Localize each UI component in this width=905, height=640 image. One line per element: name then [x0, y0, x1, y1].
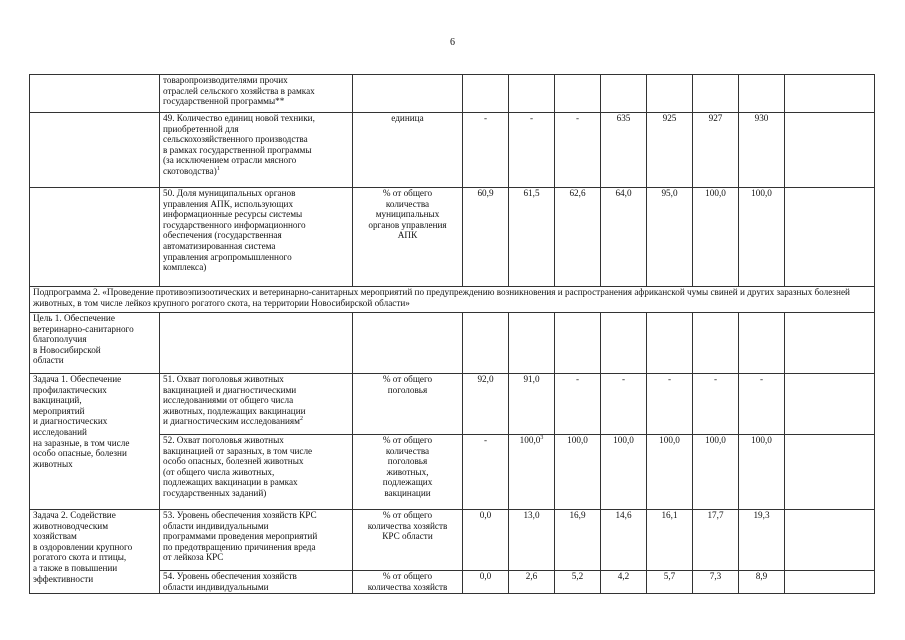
- value-cell: 5,2: [555, 571, 601, 594]
- task-cell: Задача 1. Обеспечение профилактических вакцинаций, мероприятий и диагностических исследований на заразные, в том числе особо опасные, болезни животных: [30, 374, 160, 510]
- value-cell: 930: [739, 113, 785, 188]
- value-cell: -: [601, 374, 647, 435]
- value-cell: [785, 510, 875, 571]
- value-cell: -: [463, 113, 509, 188]
- value-cell: [785, 113, 875, 188]
- indicator-cell: товаропроизводителями прочих отраслей сельского хозяйства в рамках государственной программы**: [160, 75, 353, 113]
- value-cell: -: [555, 374, 601, 435]
- value-cell: [785, 374, 875, 435]
- value-cell: [785, 435, 875, 510]
- value-cell: -: [555, 113, 601, 188]
- indicator-cell: 49. Количество единиц новой техники, приобретенной для сельскохозяйственного производства в рамках государственной программы (за исключением отрасли мясного скотоводства)$^1$: [160, 113, 353, 188]
- unit-cell: % от общего количества хозяйств КРС области: [353, 510, 463, 571]
- indicator-cell: 52. Охват поголовья животных вакцинацией от заразных, в том числе особо опасных, болезней животных (от общего числа животных, подлежащих вакцинации в рамках государственных заданий): [160, 435, 353, 510]
- value-cell: 91,0: [509, 374, 555, 435]
- value-cell: 925: [647, 113, 693, 188]
- value-cell: 2,6: [509, 571, 555, 594]
- indicator-cell: 50. Доля муниципальных органов управления АПК, использующих информационные ресурсы системы государственного информационного обеспечения (государственная автоматизированная система управления агропромышленного комплекса): [160, 188, 353, 287]
- task-cell: Задача 2. Содействие животноводческим хозяйствам в оздоровлении крупного рогатого скота и птицы, а также в повышении эффективности: [30, 510, 160, 594]
- goal-cell: Цель 1. Обеспечение ветеринарно-санитарного благополучия в Новосибирской области: [30, 313, 160, 374]
- table-row: [30, 510, 875, 571]
- value-cell: 5,7: [647, 571, 693, 594]
- value-cell: 100,0: [555, 435, 601, 510]
- unit-cell: % от общего поголовья: [353, 374, 463, 435]
- value-cell: 16,1: [647, 510, 693, 571]
- value-cell: 927: [693, 113, 739, 188]
- value-cell: 92,0: [463, 374, 509, 435]
- value-cell: 8,9: [739, 571, 785, 594]
- unit-cell: % от общего количества хозяйств: [353, 571, 463, 594]
- value-cell: [785, 571, 875, 594]
- value-cell: -: [647, 374, 693, 435]
- value-cell: -: [739, 374, 785, 435]
- value-cell: -: [463, 435, 509, 510]
- value-cell: -: [693, 374, 739, 435]
- value-cell: 19,3: [739, 510, 785, 571]
- indicators-table: [29, 74, 875, 594]
- value-cell: 14,6: [601, 510, 647, 571]
- value-cell: [785, 188, 875, 287]
- value-cell: 0,0: [463, 510, 509, 571]
- value-cell: 4,2: [601, 571, 647, 594]
- unit-cell: единица: [353, 113, 463, 188]
- value-cell: 100,0: [739, 188, 785, 287]
- subprogram-title: Подпрограмма 2. «Проведение противоэпизоотических и ветеринарно-санитарных мероприятий по предупреждению возникновения и распространения африканской чумы свиней и других заразных болезней животных, в том числе лейкоз крупного рогатого скота, на территории Новосибирской области»: [30, 287, 875, 313]
- unit-cell: % от общего количества муниципальных органов управления АПК: [353, 188, 463, 287]
- subprogram-row: [30, 287, 875, 313]
- table-row: [30, 75, 875, 113]
- value-cell: 0,0: [463, 571, 509, 594]
- value-cell: 100,0: [693, 188, 739, 287]
- page-number: 6: [450, 37, 455, 48]
- table-row: [30, 313, 875, 374]
- value-cell: 17,7: [693, 510, 739, 571]
- value-cell: 100,0: [739, 435, 785, 510]
- value-cell: 635: [601, 113, 647, 188]
- value-cell: 61,5: [509, 188, 555, 287]
- table-row: [30, 188, 875, 287]
- value-cell: 64,0: [601, 188, 647, 287]
- indicator-cell: 54. Уровень обеспечения хозяйств области индивидуальными: [160, 571, 353, 594]
- value-cell: 16,9: [555, 510, 601, 571]
- value-cell: -: [509, 113, 555, 188]
- goal-task-cell: [30, 75, 160, 113]
- value-cell: 95,0: [647, 188, 693, 287]
- unit-cell: % от общего количества поголовья животных, подлежащих вакцинации: [353, 435, 463, 510]
- value-cell: 100,0: [601, 435, 647, 510]
- value-cell: 13,0: [509, 510, 555, 571]
- indicator-cell: 53. Уровень обеспечения хозяйств КРС области индивидуальными программами проведения мероприятий по предотвращению причинения вреда от лейкоза КРС: [160, 510, 353, 571]
- value-cell: 100,0: [693, 435, 739, 510]
- value-cell: 7,3: [693, 571, 739, 594]
- value-cell: 100,0$^3$: [509, 435, 555, 510]
- table-row: [30, 113, 875, 188]
- value-cell: 62,6: [555, 188, 601, 287]
- value-cell: 100,0: [647, 435, 693, 510]
- value-cell: 60,9: [463, 188, 509, 287]
- indicator-cell: 51. Охват поголовья животных вакцинацией и диагностическими исследованиями от общего числа животных, подлежащих вакцинации и диагностическим исследованиям$^2$: [160, 374, 353, 435]
- table-row: [30, 374, 875, 435]
